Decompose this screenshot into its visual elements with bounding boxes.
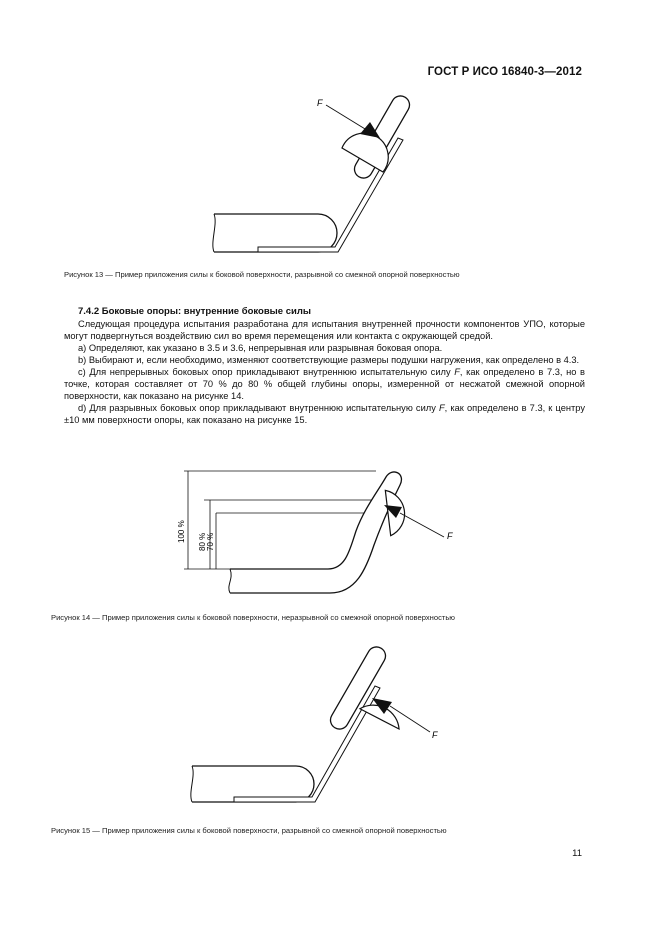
figure-15-caption: Рисунок 15 — Пример приложения силы к боковой поверхности, разрывной со смежной опорной поверхностью — [51, 826, 447, 835]
force-label: F — [317, 98, 323, 108]
section-7-4-2 — [64, 305, 585, 426]
item-a: a) Определяют, как указано в 3.5 и 3.6, непрерывная или разрывная боковая опора. — [78, 343, 443, 353]
item-d: d) Для разрывных боковых опор прикладывают внутреннюю испытательную силу F, как определено в 7.3, к центру ±10 мм поверхности опоры, как показано на рисунке 15. — [64, 403, 585, 425]
figure-14-caption: Рисунок 14 — Пример приложения силы к боковой поверхности, неразрывной со смежной опорной поверхностью — [51, 613, 455, 622]
seat-cushion-break-line — [213, 214, 215, 252]
dimension-70-label: 70 % — [206, 532, 215, 551]
figure-13-drawing — [200, 92, 420, 262]
figure-14 — [160, 465, 470, 600]
dimension-80-label: 80 % — [198, 532, 207, 551]
dimension-100-label: 100 % — [177, 520, 186, 543]
figure-15-drawing — [180, 652, 450, 812]
figure-13-caption: Рисунок 13 — Пример приложения силы к боковой поверхности, разрывной со смежной опорной поверхностью — [64, 270, 460, 279]
force-label: F — [432, 730, 438, 740]
force-arrow-line — [326, 105, 370, 132]
force-label: F — [447, 531, 453, 541]
document-code-header: ГОСТ Р ИСО 16840-3—2012 — [427, 66, 582, 78]
seat-cushion-break-line — [191, 766, 193, 802]
figure-13 — [200, 92, 420, 262]
section-intro: Следующая процедура испытания разработана для испытания внутренней прочности компонентов УПО, которые могут подвергнуться воздействию сил во время перемещения или контакта с окружающей средой. — [64, 319, 585, 341]
figure-14-drawing — [160, 465, 470, 600]
continuous-support-shape — [230, 472, 401, 593]
force-arrow-line — [400, 513, 444, 537]
page-number: 11 — [572, 848, 582, 859]
seat-cushion-shape — [214, 214, 337, 252]
figure-15 — [180, 652, 450, 812]
item-c: c) Для непрерывных боковых опор прикладывают внутреннюю испытательную силу F, как определено в 7.3, но в точке, которая составляет от 70 % до 80 % общей глубины опоры, измеренной от несжатой смежной опорной поверхности, как показано на рисунке 14. — [64, 367, 585, 401]
item-b: b) Выбирают и, если необходимо, изменяют соответствующие размеры подушки нагружения, как определено в 4.3. — [78, 355, 580, 365]
section-heading: 7.4.2 Боковые опоры: внутренние боковые силы — [78, 306, 311, 317]
